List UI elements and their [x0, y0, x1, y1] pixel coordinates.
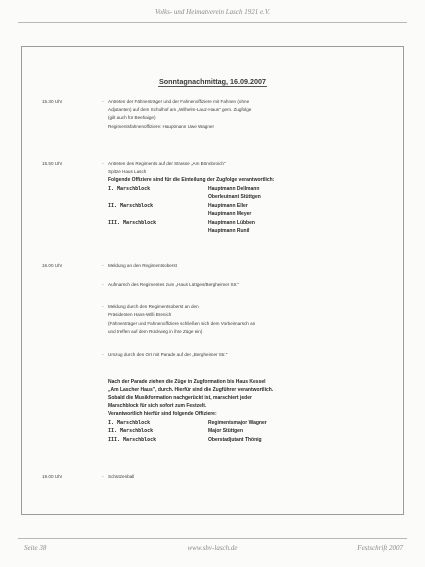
marschblock-label: I. Marschblock [108, 420, 151, 426]
document-title [0, 77, 425, 86]
text-line: Antreten der Fähnenträger und der Fahnenoffiziere mit Fahnen (ohne [108, 99, 250, 104]
officer-name: Oberstadjutant Thönig [208, 437, 262, 443]
publication-name: Festschrift 2007 [357, 544, 403, 552]
officer-name: Hauptmann Eller [208, 203, 248, 209]
parade-line: Nach der Parade ziehen die Züge in Zugformation bis Haus Kessel [108, 379, 266, 385]
officer-name: Hauptmann Lübben [208, 220, 255, 226]
time-1550: 15.50 Uhr [42, 161, 63, 166]
text-line: (gilt auch für Beehaige) [108, 115, 156, 120]
parade-line: Marschblock für sich sofort zum Festzelt. [108, 403, 207, 409]
officer-name: Hauptmann Dellmann [208, 186, 260, 192]
text-line: Spitze Haus Lasch [108, 169, 147, 174]
marschblock-label: III. Marschblock [108, 220, 157, 226]
officer-name: Regimentsmajor Wagner [208, 420, 267, 426]
officer-name: Oberleutnant Stüttgen [208, 194, 261, 200]
officer-name: Hauptmann Meyer [208, 211, 252, 217]
officers-intro: Folgende Offiziere sind für die Einteilung der Zugfolge verantwortlich: [108, 177, 275, 183]
parade-line: Verantwortlich hierfür sind folgende Offiziere: [108, 411, 217, 417]
text-line: Adjutanten) auf dem Schulhof am „Wilhelm-Lauz-Haus" gem. Zugfolge [108, 107, 252, 112]
parade-line: „Am Lascher Haus", durch. Hierfür sind die Zugführer verantwortlich. [108, 387, 274, 393]
text-line: und treffen auf dem Rückweg in ihre Züge ein) [108, 329, 203, 334]
text-line: Umzug durch den Ort mit Parade auf der „Bergheimer Str." [108, 352, 228, 357]
bullet: - [102, 352, 104, 357]
website-url: www.shv-lasch.de [187, 544, 238, 552]
officer-name: Major Stüttgen [208, 428, 243, 434]
text-line: Meldung durch den Regimentsoberst an den [108, 304, 199, 309]
title-text: Sonntagnachmittag, 16.09.2007 [158, 77, 267, 86]
text-line: Schützenball [108, 474, 135, 479]
bullet: - [102, 474, 104, 479]
time-1900: 19.00 Uhr [42, 474, 63, 479]
bullet: - [102, 282, 104, 287]
time-1600: 16.00 Uhr [42, 263, 63, 268]
page-number: Seite 38 [24, 544, 47, 552]
footer-rule [18, 538, 407, 539]
page-header: Volks- und Heimatverein Lasch 1921 e.V. [155, 8, 270, 16]
bullet: - [102, 304, 104, 309]
header-rule [18, 22, 407, 23]
bullet: - [102, 263, 104, 268]
officer-name: Hauptmann Runil [208, 228, 250, 234]
text-line: (Fähnenträger und Fahnenoffiziere schließen sich dem Vorbeimarsch an [108, 321, 256, 326]
time-1530: 15.30 Uhr [42, 99, 63, 104]
marschblock-label: II. Marschblock [108, 203, 154, 209]
text-line: Antreten des Regiments auf der Strasse „Am Bönnbroich" [108, 161, 226, 166]
text-line: Regimentsfahnenoffiziere: Hauptmann Uwe Wagner [108, 124, 214, 129]
marschblock-label: III. Marschblock [108, 437, 157, 443]
parade-line: Sobald die Musikformation nachgerückt ist, marschiert jeder [108, 395, 252, 401]
text-line: Präsidenten Hans-Willi Brenich [108, 312, 172, 317]
marschblock-label: II. Marschblock [108, 428, 154, 434]
bullet: - [102, 99, 104, 104]
text-line: Aufmarsch des Regimentes zum „Haus Lüttges/Bergheimer Str." [108, 282, 240, 287]
text-line: Meldung an den Regimentsoberst [108, 263, 177, 268]
marschblock-label: I. Marschblock [108, 186, 151, 192]
bullet: - [102, 161, 104, 166]
